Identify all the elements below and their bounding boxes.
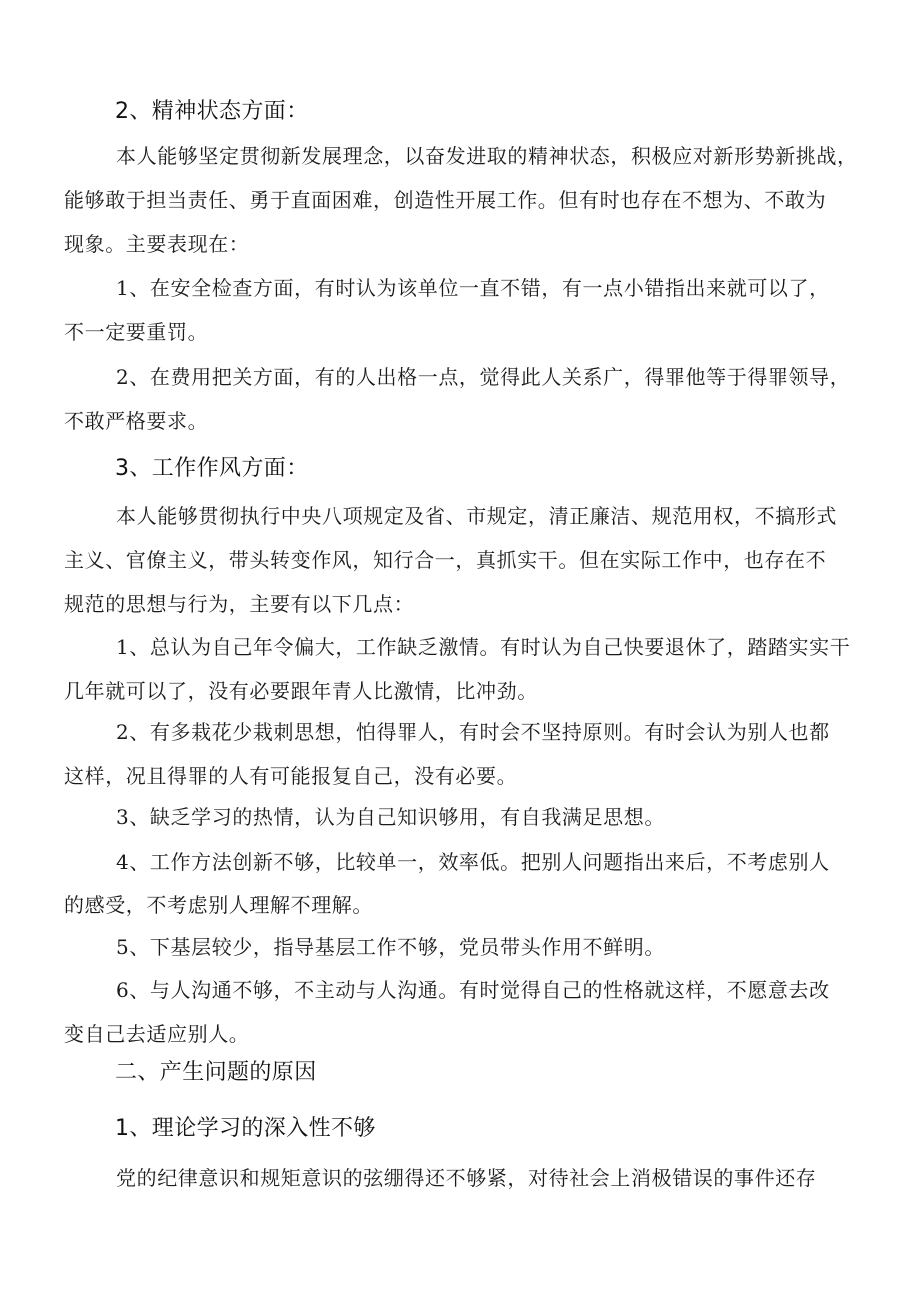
list-item-line: 1、在安全检查方面，有时认为该单位一直不错，有一点小错指出来就可以了， xyxy=(116,276,830,300)
list-item-line: 的感受，不考虑别人理解不理解。 xyxy=(64,893,373,917)
list-item-line: 4、工作方法创新不够，比较单一，效率低。把别人问题指出来后，不考虑别人 xyxy=(116,850,830,874)
paragraph-line: 本人能够坚定贯彻新发展理念，以奋发进取的精神状态，积极应对新形势新挑战， xyxy=(116,144,858,168)
list-item-line: 1、总认为自己年令偏大，工作缺乏激情。有时认为自己快要退休了，踏踏实实干 xyxy=(116,635,851,659)
list-item-line: 3、缺乏学习的热情，认为自己知识够用，有自我满足思想。 xyxy=(116,805,665,829)
list-item-line: 2、有多栽花少栽刺思想，怕得罪人，有时会不坚持原则。有时会认为别人也都 xyxy=(116,720,830,744)
paragraph-line: 主义、官僚主义，带头转变作风，知行合一，真抓实干。但在实际工作中，也存在不 xyxy=(64,548,827,572)
list-item-line: 2、在费用把关方面，有的人出格一点，觉得此人关系广，得罪他等于得罪领导， xyxy=(116,365,851,389)
list-item-line: 变自己去适应别人。 xyxy=(64,1022,250,1046)
paragraph-line: 现象。主要表现在： xyxy=(64,232,250,256)
list-item-line: 不一定要重罚。 xyxy=(64,320,209,344)
heading-spirit-state: 2、精神状态方面： xyxy=(115,99,309,124)
list-item-line: 5、下基层较少，指导基层工作不够，党员带头作用不鲜明。 xyxy=(116,935,665,959)
heading-work-style: 3、工作作风方面： xyxy=(115,456,309,481)
paragraph-line: 能够敢于担当责任、勇于直面困难，创造性开展工作。但有时也存在不想为、不敢为 xyxy=(64,188,827,212)
heading-theory-study: 1、理论学习的深入性不够 xyxy=(115,1116,376,1141)
heading-problem-causes: 二、产生问题的原因 xyxy=(115,1060,317,1085)
list-item-line: 6、与人沟通不够，不主动与人沟通。有时觉得自己的性格就这样，不愿意去改 xyxy=(116,978,830,1002)
paragraph-line: 本人能够贯彻执行中央八项规定及省、市规定，清正廉洁、规范用权，不搞形式 xyxy=(116,504,837,528)
list-item-line: 几年就可以了，没有必要跟年青人比激情，比冲劲。 xyxy=(64,679,538,703)
paragraph-line: 党的纪律意识和规矩意识的弦绷得还不够紧，对待社会上消极错误的事件还存 xyxy=(116,1166,817,1190)
list-item-line: 这样，况且得罪的人有可能报复自己，没有必要。 xyxy=(64,764,518,788)
list-item-line: 不敢严格要求。 xyxy=(64,409,209,433)
paragraph-line: 规范的思想与行为，主要有以下几点： xyxy=(64,592,415,616)
